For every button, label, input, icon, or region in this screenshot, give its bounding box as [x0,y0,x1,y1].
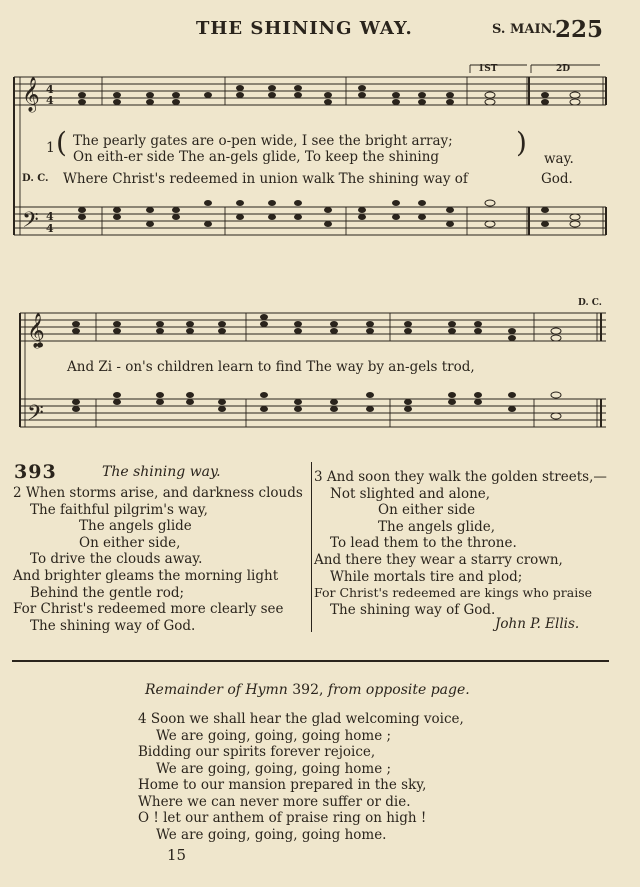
stanza-2-line: The angels glide [79,518,192,535]
stanza-2-line: 2 When storms arise, and darkness clouds [13,485,303,501]
lyric-line-2-end: way. [544,151,574,167]
verse-number: 1 [46,140,55,156]
page-number: 225 [555,16,604,43]
section-divider [12,660,609,662]
stanza-3-line: Not slighted and alone, [330,485,491,502]
stanza-2-line: And brighter gleams the morning light [13,567,279,584]
brace-left: ( [56,126,67,159]
remainder-line: We are going, going, going home ; [156,727,392,744]
stanza-3-line: While mortals tire and plod; [330,568,523,585]
second-ending-label: 2D [556,64,571,74]
remainder-line: Where we can never more suffer or die. [138,793,411,810]
remainder-line: O ! let our anthem of praise ring on high ! [138,810,427,826]
dc-label: D. C. [22,173,49,184]
stanza-3-line: And there they wear a starry crown, [314,551,563,568]
lyric-line-2: On eith-er side The an-gels glide, To keep the shining [73,149,440,165]
remainder-heading-num: 392, [292,682,324,698]
lyric-line-4: And Zi - on's children learn to find The way by an-gels trod, [67,359,475,375]
stanza-2-line: The shining way of God. [30,617,196,634]
stanza-2-line: For Christ's redeemed more clearly see [13,601,284,618]
remainder-line: We are going, going, going home. [156,826,387,843]
remainder-stanza [138,711,464,843]
stanza-2-line: The faithful pilgrim's way, [30,501,208,518]
stanza-2-line: On either side, [79,534,181,551]
tune-name: S. MAIN. [492,22,557,37]
remainder-heading-prefix: Remainder of Hymn [145,682,288,698]
svg-text:4: 4 [46,94,54,107]
page-title: THE SHINING WAY. [196,18,413,39]
svg-text:4: 4 [46,83,54,96]
remainder-line: We are going, going, going home ; [156,760,392,777]
stanza-2-line: To drive the clouds away. [30,551,203,568]
stanza-3-line: The angels glide, [378,518,496,535]
column-divider [311,462,312,632]
signature-number: 15 [167,846,187,864]
stanza-3-line: The shining way of God. [330,601,496,618]
stanza-3-line: For Christ's redeemed are kings who praise [314,585,593,601]
stanza-3-line: To lead them to the throne. [330,535,517,552]
svg-text:4: 4 [46,222,54,235]
hymn-subtitle: The shining way. [102,464,221,480]
svg-text:𝄢: 𝄢 [27,401,44,431]
stanza-3 [314,469,607,618]
remainder-heading-suffix: from opposite page. [327,682,470,698]
author: John P. Ellis. [495,616,580,632]
lyric-line-1: The pearly gates are o-pen wide, I see the bright array; [73,133,453,149]
remainder-line: Home to our mansion prepared in the sky, [138,777,427,793]
svg-text:4: 4 [46,210,54,223]
lyric-line-3: Where Christ's redeemed in union walk The shining way of [63,171,468,187]
stanza-3-line: 3 And soon they walk the golden streets,— [314,469,607,485]
dc-mark: D. C. [578,298,602,308]
stanza-2-line: Behind the gentle rod; [30,584,185,601]
first-ending-label: 1ST [478,64,498,74]
remainder-line: Bidding our spirits forever rejoice, [138,744,376,760]
svg-text:𝄞: 𝄞 [27,313,45,348]
stanza-2 [13,485,303,634]
brace-right: ) [516,126,527,159]
remainder-line: 4 Soon we shall hear the glad welcoming voice, [138,711,464,727]
hymn-number: 393 [14,461,57,483]
svg-text:𝄞: 𝄞 [22,77,40,112]
stanza-3-line: On either side [378,502,476,519]
remainder-heading [145,682,470,698]
lyric-line-3-end: God. [541,171,573,187]
svg-text:𝄢: 𝄢 [22,208,39,238]
